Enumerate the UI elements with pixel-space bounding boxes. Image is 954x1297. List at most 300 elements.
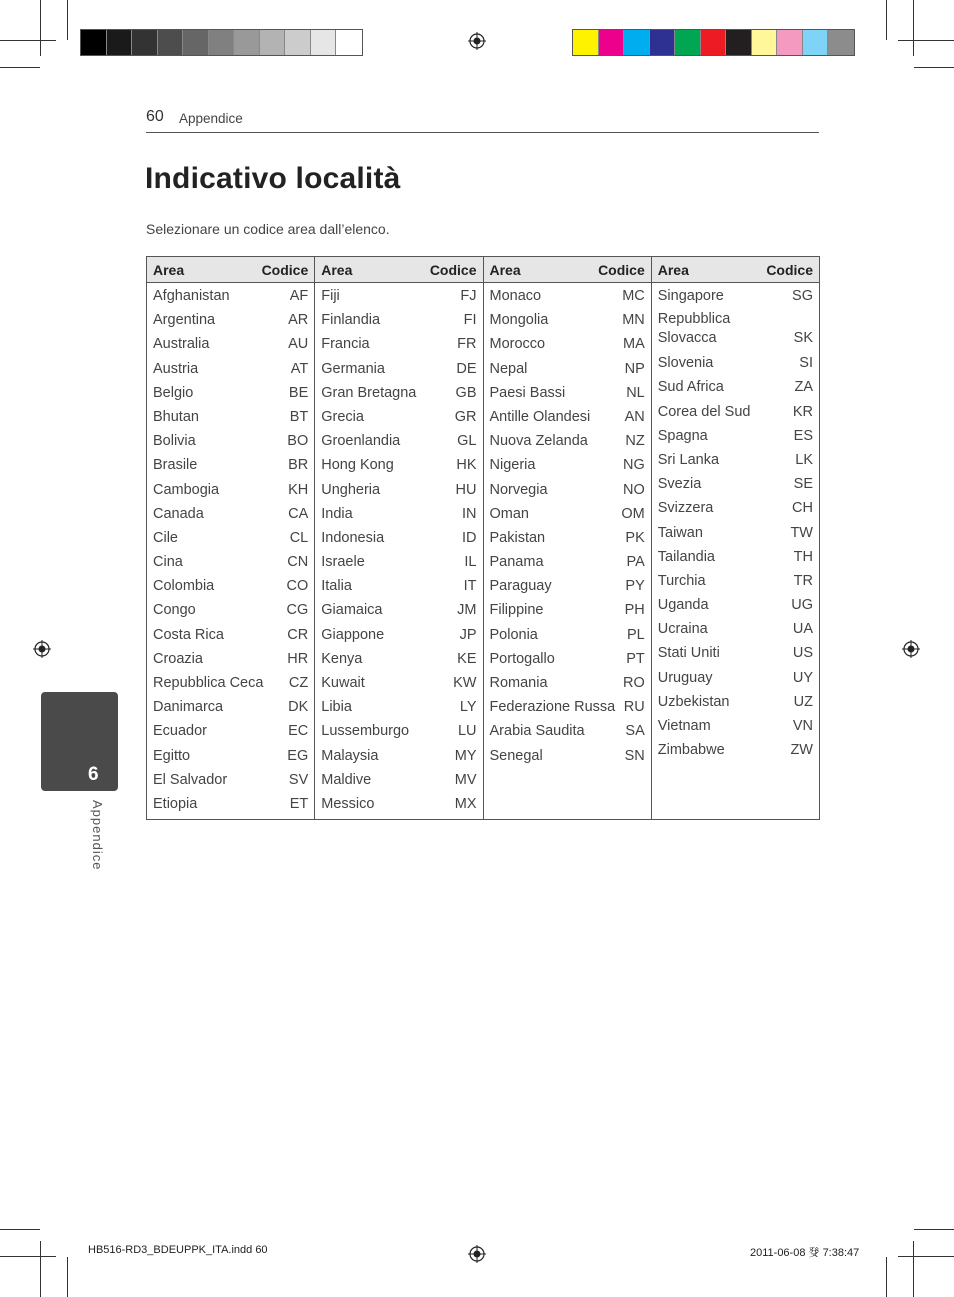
area-code: NP bbox=[624, 360, 645, 377]
area-code: SV bbox=[288, 771, 309, 788]
area-name: Zimbabwe bbox=[657, 742, 725, 759]
color-swatch bbox=[311, 30, 337, 55]
crop-mark bbox=[914, 1229, 954, 1230]
area-code: OM bbox=[621, 505, 645, 522]
color-bar bbox=[572, 29, 855, 56]
area-name: Kuwait bbox=[321, 675, 365, 691]
area-name: Singapore bbox=[657, 288, 724, 304]
area-name: Spagna bbox=[657, 427, 708, 444]
table-row bbox=[153, 647, 308, 671]
area-code: RU bbox=[623, 699, 645, 716]
area-name: Gran Bretagna bbox=[321, 384, 417, 401]
crop-mark bbox=[0, 67, 40, 68]
area-name: Nepal bbox=[489, 360, 528, 377]
area-code: MX bbox=[454, 795, 477, 812]
area-code: US bbox=[792, 645, 813, 662]
area-code: PY bbox=[625, 578, 645, 595]
area-name: Messico bbox=[321, 795, 375, 812]
table-row bbox=[658, 284, 813, 308]
table-row bbox=[490, 429, 645, 453]
area-code: CL bbox=[289, 529, 309, 546]
chapter-number: 6 bbox=[88, 764, 99, 785]
area-code: NO bbox=[623, 481, 645, 498]
chapter-label: Appendice bbox=[90, 800, 105, 871]
table-row bbox=[490, 502, 645, 526]
area-code: JM bbox=[457, 602, 477, 619]
column-header bbox=[652, 257, 819, 283]
area-code: KE bbox=[457, 650, 477, 667]
area-name: Taiwan bbox=[657, 524, 703, 541]
table-row bbox=[321, 526, 476, 550]
area-code: PL bbox=[627, 626, 645, 643]
page-subtitle: Selezionare un codice area dall’elenco. bbox=[146, 221, 390, 237]
area-code: IN bbox=[462, 505, 477, 522]
page-number: 60 bbox=[146, 108, 164, 125]
area-code: SE bbox=[793, 476, 813, 493]
area-name: Germania bbox=[321, 360, 385, 377]
color-swatch bbox=[260, 30, 286, 55]
area-name: Norvegia bbox=[489, 481, 548, 498]
area-name: Egitto bbox=[153, 747, 191, 764]
area-name: Nigeria bbox=[489, 457, 536, 474]
area-code: PA bbox=[626, 554, 645, 571]
area-name: Giappone bbox=[321, 626, 385, 643]
column-rows bbox=[315, 284, 482, 816]
table-row bbox=[321, 574, 476, 598]
area-name: Svizzera bbox=[657, 500, 714, 517]
header-code: Codice bbox=[598, 261, 645, 278]
area-name: Oman bbox=[489, 505, 529, 522]
table-row bbox=[490, 598, 645, 622]
area-name: Senegal bbox=[489, 747, 543, 764]
table-row bbox=[490, 526, 645, 550]
column-rows bbox=[484, 284, 651, 768]
area-name: Fiji bbox=[321, 288, 340, 304]
area-code: AR bbox=[288, 312, 309, 329]
area-name: Corea del Sud bbox=[657, 403, 751, 420]
color-swatch bbox=[675, 30, 701, 55]
area-code: GR bbox=[454, 408, 477, 425]
area-name: Romania bbox=[489, 675, 548, 691]
area-code: PK bbox=[625, 529, 645, 546]
table-row bbox=[153, 526, 308, 550]
area-name: Arabia Saudita bbox=[489, 723, 585, 740]
area-code: IT bbox=[463, 578, 477, 595]
table-row bbox=[490, 719, 645, 743]
header-code: Codice bbox=[766, 261, 813, 278]
table-row bbox=[658, 472, 813, 496]
table-row bbox=[153, 671, 308, 695]
area-code: AU bbox=[288, 336, 309, 353]
area-code: SK bbox=[793, 330, 813, 347]
area-code: KH bbox=[288, 481, 309, 498]
header-area: Area bbox=[153, 261, 185, 278]
table-row bbox=[658, 375, 813, 399]
section-label: Appendice bbox=[179, 111, 243, 126]
table-row bbox=[658, 641, 813, 665]
table-row bbox=[321, 381, 476, 405]
crop-mark bbox=[886, 0, 887, 40]
color-swatch bbox=[107, 30, 133, 55]
area-code: CO bbox=[286, 578, 309, 595]
table-row bbox=[321, 308, 476, 332]
area-name: Cambogia bbox=[153, 481, 220, 498]
area-code: EC bbox=[288, 723, 309, 740]
area-name: Etiopia bbox=[153, 795, 198, 812]
area-name: El Salvador bbox=[153, 771, 228, 788]
table-row bbox=[321, 429, 476, 453]
color-swatch bbox=[599, 30, 625, 55]
table-row bbox=[153, 792, 308, 816]
area-name: Danimarca bbox=[153, 699, 224, 716]
area-code: SI bbox=[799, 355, 813, 372]
area-name: Turchia bbox=[657, 572, 706, 589]
area-code: ZA bbox=[794, 379, 813, 396]
table-row bbox=[658, 448, 813, 472]
area-name: Cile bbox=[153, 529, 178, 546]
table-row bbox=[321, 453, 476, 477]
area-code: UZ bbox=[793, 693, 813, 710]
table-row bbox=[490, 623, 645, 647]
area-name: Austria bbox=[153, 360, 199, 377]
area-code: FJ bbox=[460, 288, 477, 304]
area-code: UY bbox=[792, 669, 813, 686]
color-swatch bbox=[285, 30, 311, 55]
table-row bbox=[153, 357, 308, 381]
table-row bbox=[153, 744, 308, 768]
table-row bbox=[658, 738, 813, 762]
area-code: FI bbox=[463, 312, 477, 329]
column-rows bbox=[147, 284, 314, 816]
area-code: MC bbox=[622, 288, 645, 304]
color-swatch bbox=[624, 30, 650, 55]
area-name: Monaco bbox=[489, 288, 542, 304]
table-row bbox=[490, 308, 645, 332]
area-name: Pakistan bbox=[489, 529, 546, 546]
color-swatch bbox=[752, 30, 778, 55]
area-name: Argentina bbox=[153, 312, 216, 329]
area-code: KR bbox=[792, 403, 813, 420]
area-name: Polonia bbox=[489, 626, 538, 643]
area-name: Ecuador bbox=[153, 723, 208, 740]
area-name: Portogallo bbox=[489, 650, 555, 667]
color-swatch bbox=[81, 30, 107, 55]
area-code: PT bbox=[626, 650, 645, 667]
table-row bbox=[490, 405, 645, 429]
area-code: TH bbox=[793, 548, 813, 565]
area-code: BR bbox=[288, 457, 309, 474]
crop-mark bbox=[67, 0, 68, 40]
header-area: Area bbox=[321, 261, 353, 278]
crop-mark bbox=[914, 67, 954, 68]
area-code: LY bbox=[459, 699, 477, 716]
area-code: NG bbox=[623, 457, 645, 474]
area-code: EG bbox=[287, 747, 309, 764]
area-code: UG bbox=[791, 597, 813, 614]
table-row bbox=[490, 574, 645, 598]
table-row bbox=[658, 400, 813, 424]
area-code: CR bbox=[287, 626, 309, 643]
table-row bbox=[658, 714, 813, 738]
area-name: Grecia bbox=[321, 408, 364, 425]
color-swatch bbox=[803, 30, 829, 55]
area-code: JP bbox=[459, 626, 477, 643]
area-code: ES bbox=[793, 427, 813, 444]
area-name: Brasile bbox=[153, 457, 198, 474]
area-name: Francia bbox=[321, 336, 370, 353]
crop-mark bbox=[67, 1257, 68, 1297]
area-code: PH bbox=[624, 602, 645, 619]
table-row bbox=[490, 332, 645, 356]
area-name: Paraguay bbox=[489, 578, 552, 595]
table-row bbox=[658, 617, 813, 641]
area-name: Italia bbox=[321, 578, 352, 595]
area-code: ID bbox=[462, 529, 477, 546]
table-row bbox=[658, 424, 813, 448]
area-code: IL bbox=[464, 554, 477, 571]
area-name: Svezia bbox=[657, 476, 702, 493]
registration-mark-icon bbox=[902, 640, 920, 658]
color-swatch bbox=[336, 30, 362, 55]
area-name: Panama bbox=[489, 554, 544, 571]
table-row bbox=[321, 744, 476, 768]
table-row bbox=[153, 695, 308, 719]
table-row bbox=[153, 478, 308, 502]
header-divider bbox=[146, 132, 819, 133]
area-code: GB bbox=[455, 384, 477, 401]
table-row bbox=[153, 308, 308, 332]
area-code: MV bbox=[454, 771, 477, 788]
area-name: Australia bbox=[153, 336, 210, 353]
area-code: DK bbox=[288, 699, 309, 716]
area-code: LU bbox=[457, 723, 477, 740]
area-name: Colombia bbox=[153, 578, 215, 595]
table-row bbox=[321, 405, 476, 429]
area-code: GL bbox=[457, 433, 477, 450]
area-name: Finlandia bbox=[321, 312, 381, 329]
area-name: Groenlandia bbox=[321, 433, 401, 450]
color-swatch bbox=[158, 30, 184, 55]
area-name: Paesi Bassi bbox=[489, 384, 566, 401]
area-code: UA bbox=[792, 621, 813, 638]
area-code: AF bbox=[289, 288, 309, 304]
area-code: NZ bbox=[625, 433, 645, 450]
area-code: DE bbox=[456, 360, 477, 377]
footer-filename: HB516-RD3_BDEUPPK_ITA.indd 60 bbox=[88, 1244, 268, 1256]
table-row bbox=[153, 332, 308, 356]
crop-mark bbox=[40, 0, 41, 56]
registration-mark-icon bbox=[468, 32, 486, 50]
area-code: MA bbox=[623, 336, 645, 353]
table-row bbox=[490, 744, 645, 768]
table-row bbox=[658, 496, 813, 520]
area-name: Slovenia bbox=[657, 355, 714, 372]
area-code: TW bbox=[790, 524, 813, 541]
color-swatch bbox=[726, 30, 752, 55]
table-row bbox=[153, 550, 308, 574]
table-row bbox=[490, 550, 645, 574]
crop-mark bbox=[898, 40, 954, 41]
color-swatch bbox=[701, 30, 727, 55]
area-name: Vietnam bbox=[657, 718, 711, 734]
table-row bbox=[658, 351, 813, 375]
area-code: NL bbox=[626, 384, 645, 401]
area-code: SG bbox=[792, 288, 813, 304]
table-column bbox=[652, 257, 819, 819]
table-row bbox=[658, 521, 813, 545]
page-title: Indicativo località bbox=[145, 162, 401, 195]
table-row bbox=[490, 478, 645, 502]
area-code: HK bbox=[456, 457, 477, 474]
area-name: Sri Lanka bbox=[657, 451, 720, 468]
area-code: HU bbox=[455, 481, 477, 498]
table-row bbox=[153, 429, 308, 453]
area-name: Canada bbox=[153, 505, 204, 522]
area-name: Nuova Zelanda bbox=[489, 433, 588, 450]
color-swatch bbox=[132, 30, 158, 55]
area-code: TR bbox=[793, 572, 813, 589]
crop-mark bbox=[913, 0, 914, 56]
color-swatch bbox=[183, 30, 209, 55]
table-row bbox=[321, 647, 476, 671]
area-code: SA bbox=[625, 723, 645, 740]
area-name: Ungheria bbox=[321, 481, 381, 498]
column-header bbox=[484, 257, 651, 283]
area-code: ZW bbox=[790, 742, 813, 759]
area-code: CN bbox=[287, 554, 309, 571]
area-name: India bbox=[321, 505, 353, 522]
table-row bbox=[321, 332, 476, 356]
table-row bbox=[321, 284, 476, 308]
area-name: Costa Rica bbox=[153, 626, 224, 643]
area-code: MN bbox=[622, 312, 645, 329]
area-code: BT bbox=[289, 408, 309, 425]
area-name: Antille Olandesi bbox=[489, 408, 591, 425]
table-row bbox=[658, 593, 813, 617]
table-row bbox=[321, 623, 476, 647]
area-code: BE bbox=[288, 384, 309, 401]
crop-mark bbox=[0, 1256, 56, 1257]
column-header bbox=[147, 257, 314, 283]
table-row bbox=[490, 671, 645, 695]
table-row bbox=[490, 695, 645, 719]
area-name: Filippine bbox=[489, 602, 544, 619]
table-row bbox=[658, 308, 813, 351]
color-swatch bbox=[828, 30, 854, 55]
table-row bbox=[490, 381, 645, 405]
area-name: Stati Uniti bbox=[657, 645, 720, 662]
area-name: Bolivia bbox=[153, 433, 196, 450]
area-name: Repubblica Slovacca bbox=[657, 311, 731, 347]
header-code: Codice bbox=[429, 261, 477, 278]
table-row bbox=[321, 550, 476, 574]
area-name: Hong Kong bbox=[321, 457, 394, 474]
area-name: Ucraina bbox=[657, 621, 708, 638]
column-header bbox=[315, 257, 482, 283]
crop-mark bbox=[898, 1256, 954, 1257]
footer-timestamp: 2011-06-08 癹 7:38:47 bbox=[750, 1247, 860, 1259]
table-row bbox=[153, 284, 308, 308]
area-name: Repubblica Ceca bbox=[153, 675, 264, 691]
area-code: MY bbox=[454, 747, 477, 764]
table-row bbox=[321, 478, 476, 502]
area-name: Morocco bbox=[489, 336, 546, 353]
area-name: Sud Africa bbox=[657, 379, 724, 396]
table-row bbox=[321, 768, 476, 792]
table-row bbox=[153, 381, 308, 405]
area-code: CH bbox=[792, 500, 813, 517]
table-row bbox=[658, 666, 813, 690]
area-name: Croazia bbox=[153, 650, 203, 667]
area-name: Tailandia bbox=[657, 548, 715, 565]
area-name: Libia bbox=[321, 699, 352, 716]
table-row bbox=[490, 357, 645, 381]
area-code: RO bbox=[623, 675, 645, 691]
grayscale-bar bbox=[80, 29, 363, 56]
area-code: VN bbox=[792, 718, 813, 734]
area-name: Cina bbox=[153, 554, 183, 571]
table-row bbox=[658, 569, 813, 593]
area-name: Giamaica bbox=[321, 602, 383, 619]
area-name: Kenya bbox=[321, 650, 363, 667]
color-swatch bbox=[650, 30, 676, 55]
table-row bbox=[153, 453, 308, 477]
color-swatch bbox=[777, 30, 803, 55]
table-row bbox=[658, 690, 813, 714]
area-name: Malaysia bbox=[321, 747, 379, 764]
registration-mark-icon bbox=[468, 1245, 486, 1263]
table-row bbox=[490, 453, 645, 477]
table-row bbox=[490, 647, 645, 671]
area-code: CZ bbox=[288, 675, 309, 691]
crop-mark bbox=[886, 1257, 887, 1297]
area-code: HR bbox=[287, 650, 309, 667]
table-column bbox=[315, 257, 483, 819]
header-code: Codice bbox=[261, 261, 309, 278]
chapter-tab bbox=[41, 692, 118, 791]
table-row bbox=[321, 695, 476, 719]
area-name: Mongolia bbox=[489, 312, 549, 329]
table-row bbox=[153, 623, 308, 647]
color-swatch bbox=[234, 30, 260, 55]
color-swatch bbox=[573, 30, 599, 55]
area-name: Indonesia bbox=[321, 529, 385, 546]
table-row bbox=[321, 719, 476, 743]
crop-mark bbox=[913, 1241, 914, 1297]
crop-mark bbox=[0, 40, 56, 41]
area-code: ET bbox=[289, 795, 309, 812]
area-name: Maldive bbox=[321, 771, 372, 788]
crop-mark bbox=[40, 1241, 41, 1297]
registration-mark-icon bbox=[33, 640, 51, 658]
area-name: Uruguay bbox=[657, 669, 713, 686]
column-rows bbox=[652, 284, 819, 762]
table-row bbox=[321, 598, 476, 622]
area-name: Congo bbox=[153, 602, 196, 619]
table-row bbox=[321, 671, 476, 695]
table-row bbox=[153, 598, 308, 622]
crop-mark bbox=[0, 1229, 40, 1230]
table-row bbox=[153, 719, 308, 743]
table-row bbox=[153, 574, 308, 598]
area-code: SN bbox=[624, 747, 645, 764]
table-row bbox=[321, 502, 476, 526]
area-code: AN bbox=[624, 408, 645, 425]
area-name: Bhutan bbox=[153, 408, 199, 425]
area-code: CA bbox=[288, 505, 309, 522]
area-code: KW bbox=[453, 675, 477, 691]
table-row bbox=[321, 357, 476, 381]
